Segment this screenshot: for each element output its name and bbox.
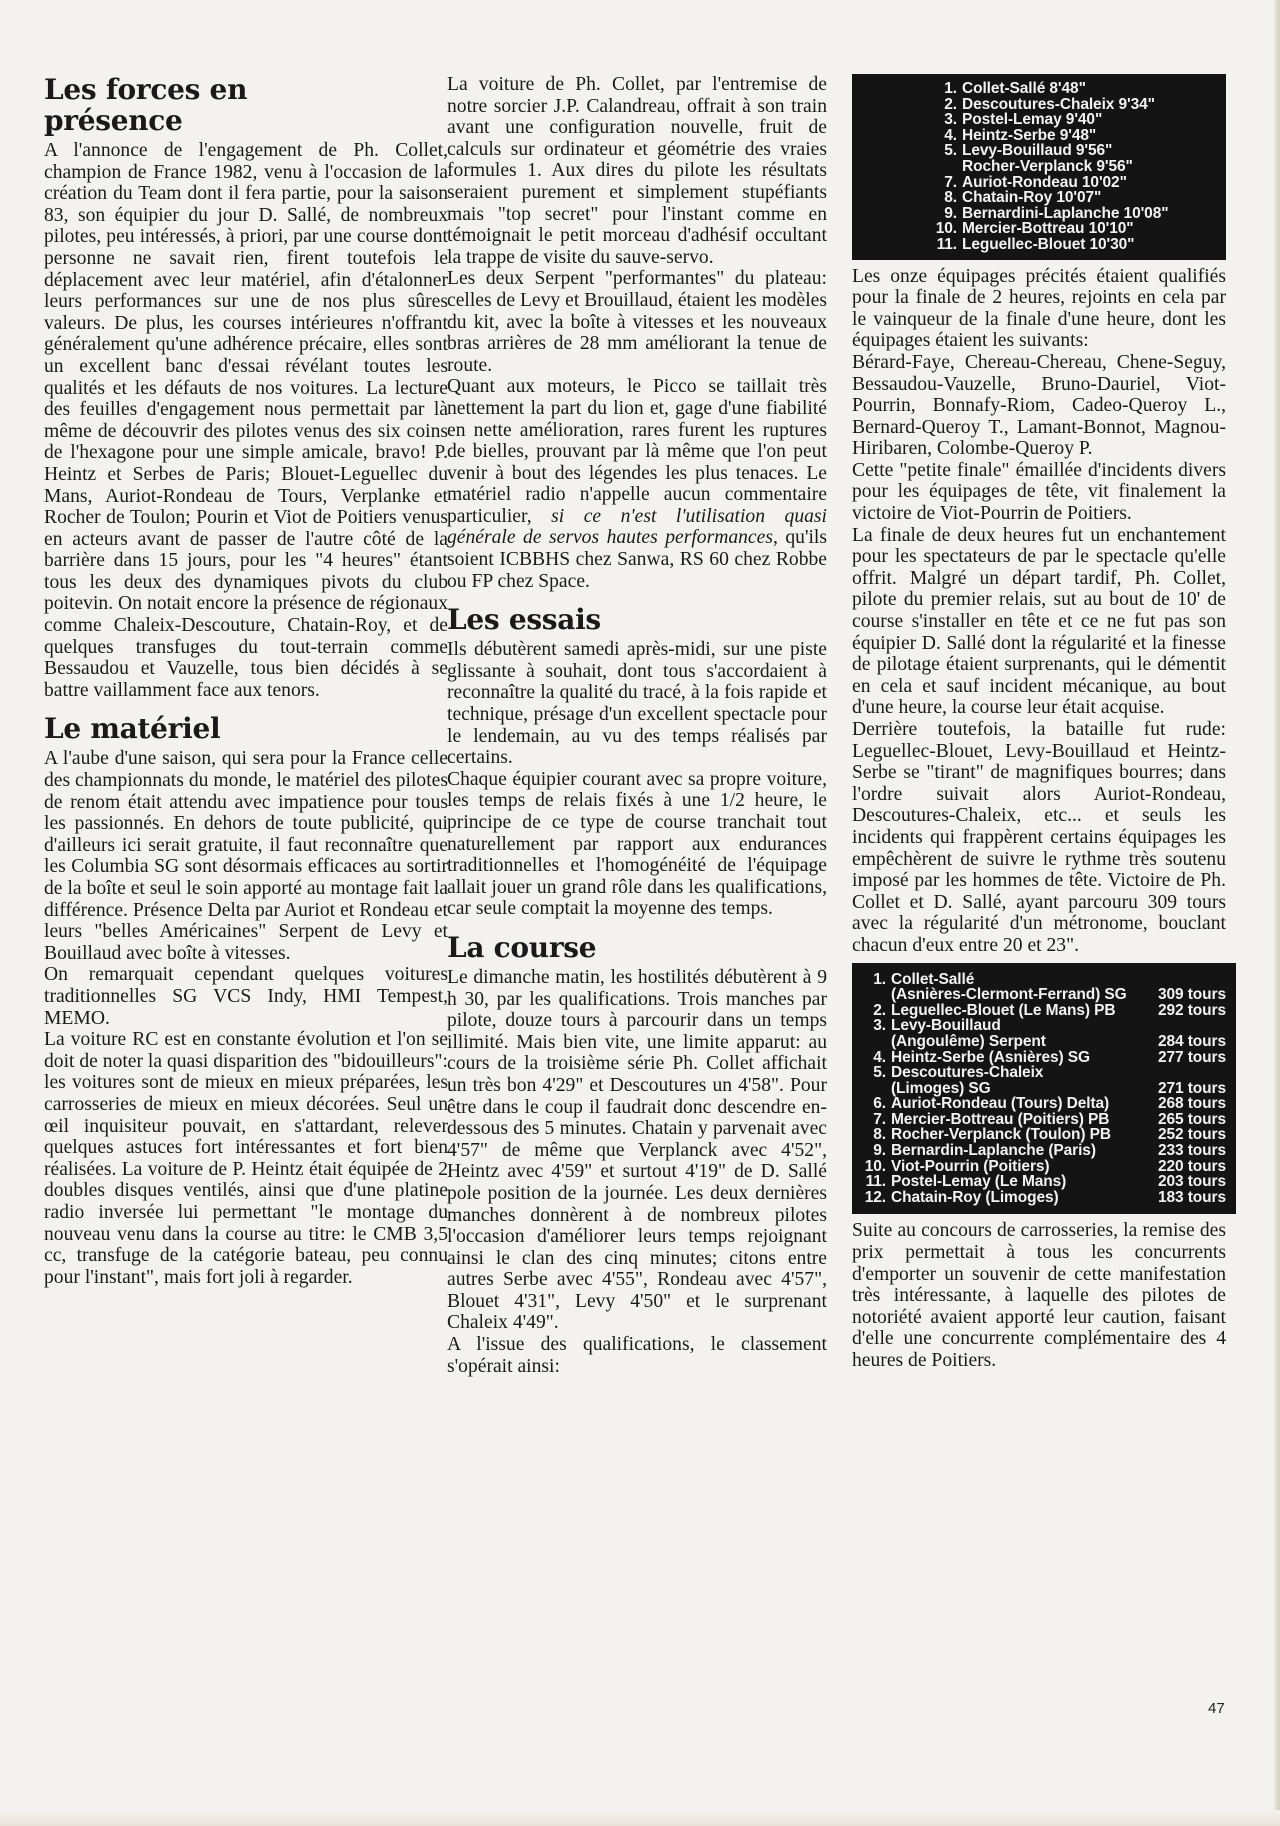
final-rank: 8. xyxy=(873,1126,886,1144)
final-team: (Limoges) SG xyxy=(891,1079,991,1097)
qualification-rank: 7. xyxy=(944,173,957,191)
final-laps: 277 tours xyxy=(1157,1048,1226,1066)
paragraph-materiel-1: A l'aube d'une saison, qui sera pour la France celle des championnats du monde, le matériel des pilotes de renom était attendu avec impatience pour tous les passionnés. En dehors de toute publicité, qui d'ailleurs ici serait gratuite, il faut reconnaître que les Columbia SG sont désormais efficaces au sortir de la boîte et seul le soin apporté au montage fait la différence. Présence Delta par Auriot et Rondeau et leurs "belles Américaines" Serpent de Levy et Bouillaud avec boîte à vitesses. xyxy=(44,748,448,964)
final-result-row xyxy=(852,1143,1226,1159)
final-laps: 233 tours xyxy=(1157,1142,1226,1160)
qualification-entry: Descoutures-Chaleix 9'34" xyxy=(962,95,1155,113)
final-rank xyxy=(852,987,891,1003)
final-laps: 265 tours xyxy=(1157,1110,1226,1128)
page-bottom-edge xyxy=(0,1810,1280,1826)
qualification-entry: Collet-Sallé 8'48" xyxy=(962,80,1086,97)
paragraph-liste-equipages: Bérard-Faye, Chereau-Chereau, Chene-Seguy, Bessaudou-Vauzelle, Bruno-Dauriel, Viot-Pourrin, Bonnafy-Riom, Cadeo-Queroy L., Bernard-Queroy T., Lamant-Bonnot, Magnou-Hiribaren, Colombe-Queroy P. xyxy=(852,351,1226,460)
qualification-row xyxy=(852,97,1218,113)
final-laps: 292 tours xyxy=(1157,1001,1226,1019)
final-laps: 220 tours xyxy=(1157,1157,1226,1175)
qualification-rank: 5. xyxy=(944,142,957,160)
final-rank xyxy=(852,1081,891,1097)
paragraph-moteurs-text-b: qu'ils soient ICBBHS chez Sanwa, RS 60 chez Robbe ou FP chez Space. xyxy=(447,527,827,592)
final-rank: 9. xyxy=(873,1142,886,1160)
paragraph-suite-concours: Suite au concours de carrosseries, la remise des prix permettait à tous les concurrents d'emporter un souvenir de cette manifestation très intéressante, à laquelle des pilotes de notoriété avaient apporté leur caution, faisant d'elle une concurrente complémentaire des 4 heures de Poitiers. xyxy=(852,1220,1226,1371)
qualification-row xyxy=(852,221,1218,237)
qualification-rank: 3. xyxy=(944,111,957,129)
qualification-rank xyxy=(852,159,962,175)
final-result-row xyxy=(852,1190,1226,1206)
qualification-entry: Bernardini-Laplanche 10'08" xyxy=(962,204,1169,222)
final-result-row xyxy=(852,1112,1226,1128)
heading-le-materiel: Le matériel xyxy=(44,712,221,746)
qualification-row xyxy=(852,159,1218,175)
final-team: Auriot-Rondeau (Tours) Delta) xyxy=(891,1095,1110,1113)
qualification-row xyxy=(852,128,1218,144)
paragraph-moteurs-italic: si ce n'est l'utilisation quasi générale de servos hautes performances, xyxy=(447,505,827,549)
final-rank: 3. xyxy=(873,1017,886,1035)
final-result-row xyxy=(852,987,1226,1003)
final-rank: 10. xyxy=(864,1157,886,1175)
final-team: Heintz-Serbe (Asnières) SG xyxy=(891,1048,1090,1066)
final-laps: 203 tours xyxy=(1157,1173,1226,1191)
final-results-box xyxy=(852,963,1236,1215)
qualification-rank: 9. xyxy=(944,204,957,222)
qualification-entry: Chatain-Roy 10'07" xyxy=(962,189,1102,207)
final-laps: 284 tours xyxy=(1157,1032,1226,1050)
paragraph-essais-1: Ils débutèrent samedi après-midi, sur une piste glissante à souhait, dont tous s'accordaient à reconnaître la qualité du tracé, à la fois rapide et technique, présage d'un excellent spectacle pour le lendemain, au vu des temps réalisés par certains. xyxy=(447,639,827,769)
final-result-row xyxy=(852,1018,1226,1034)
qualification-entry: Rocher-Verplanck 9'56" xyxy=(962,157,1133,175)
final-team: Collet-Sallé xyxy=(891,970,975,988)
paragraph-materiel-2: On remarquait cependant quelques voitures traditionnelles SG VCS Indy, HMI Tempest, MEMO. xyxy=(44,964,448,1029)
final-laps xyxy=(1154,1065,1226,1081)
heading-la-course: La course xyxy=(447,930,597,964)
final-team: (Angoulême) Serpent xyxy=(891,1032,1046,1050)
final-laps xyxy=(1154,972,1226,988)
final-rank: 5. xyxy=(873,1064,886,1082)
heading-les-essais: Les essais xyxy=(447,603,601,637)
final-rank: 7. xyxy=(873,1110,886,1128)
final-laps: 268 tours xyxy=(1157,1095,1226,1113)
final-laps xyxy=(1154,1018,1226,1034)
final-rank: 4. xyxy=(873,1048,886,1066)
final-team: Rocher-Verplanck (Toulon) PB xyxy=(891,1126,1111,1144)
paragraph-onze-equipages: Les onze équipages précités étaient qualifiés pour la finale de 2 heures, rejoints en cela par le vainqueur de la finale d'une heure, dont les équipages étaient les suivants: xyxy=(852,265,1226,352)
qualification-row xyxy=(852,190,1218,206)
final-rank xyxy=(852,1034,891,1050)
paragraph-finale: La finale de deux heures fut un enchantement pour les spectateurs de par le spectacle qu'elle offrit. Malgré un départ tardif, Ph. Collet, pilote du premier relais, sut au bout de 10' de course s'installer en tête et ce ne fut pas son équipier D. Sallé dont la régularité et la finesse de pilotage étaient surprenants, qui le démentit en cela et sauf incident mécanique, au bout d'une heure, la course leur était acquise. xyxy=(852,524,1226,719)
final-team: Postel-Lemay (Le Mans) xyxy=(891,1173,1067,1191)
heading-forces-en-presence: Les forces en présence xyxy=(44,73,248,137)
qualification-row xyxy=(852,112,1218,128)
paragraph-forces: A l'annonce de l'engagement de Ph. Collet, champion de France 1982, venu à l'occasion de la création du Team dont il fera partie, pour la saison 83, son équipier du jour D. Sallé, de nombreux pilotes, peu intéressés, à priori, par une course dont personne ne savait rien, firent toutefois le déplacement avec leur matériel, afin d'étalonner leurs performances sur une de nos plus sûres valeurs. De plus, les courses intérieures n'offrant généralement qu'une adhérence précaire, elles sont un excellent banc d'essai révélant toutes les qualités et les défauts de nos voitures. La lecture des feuilles d'engagement nous permettait par là même de découvrir des pilotes venus des six coins de l'hexagone pour une simple amicale, bravo! P. Heintz et Serbes de Paris; Blouet-Leguellec du Mans, Auriot-Rondeau de Tours, Verplanke et Rocher de Toulon; Pourin et Viot de Poitiers venus en acteurs avant de passer de l'autre côté de la barrière dans 15 jours, pour les "4 heures" étant tous les deux des dynamiques pivots du club poitevin. On notait encore la présence de régionaux comme Chaleix-Descouture, Chatain-Roy, et de quelques transfuges du tout-terrain comme Bessaudou et Vauzelle, tous bien décidés à se battre vaillamment face aux tenors. xyxy=(44,140,448,701)
qualification-entry: Leguellec-Blouet 10'30" xyxy=(962,235,1135,253)
paragraph-essais-2: Chaque équipier courant avec sa propre voiture, les temps de relais fixés à une 1/2 heure, le principe de ce type de course tranchait tout naturellement par rapport aux endurances traditionnelles et l'homogénéité de l'équipage allait jouer un grand rôle dans les qualifications, car seule comptait la moyenne des temps. xyxy=(447,768,827,920)
column-1 xyxy=(44,74,448,1288)
paragraph-course-1: Le dimanche matin, les hostilités débutèrent à 9 h 30, par les qualifications. Trois manches par pilote, douze tours à parcourir dans un temps illimité. Mais bien vite, une limite apparut: au cours de la troisième série Ph. Collet affichait un très bon 4'29" et Descoutures un 4'58". Pour être dans le coup il faudrait donc descendre en-dessous des 5 minutes. Chatain y parvenait avec 4'57" de même que Verplanck avec 4'52", Heintz avec 4'59" et surtout 4'19" de D. Sallé pole position de la journée. Les deux dernières manches donnèrent à de nombreux pilotes l'occasion d'améliorer leurs temps rejoignant ainsi le clan des cinq minutes; citons entre autres Serbe avec 4'55", Rondeau avec 4'57", Blouet 4'31", Levy 4'50" et le surprenant Chaleix 4'49". xyxy=(447,966,827,1334)
final-team: Mercier-Bottreau (Poitiers) PB xyxy=(891,1110,1110,1128)
paragraph-moteurs-text-a: Quant aux moteurs, le Picco se taillait très nettement la part du lion et, gage d'une fiabilité en nette amélioration, rares furent les ruptures de bielles, prouvant par là même que l'on peut venir à bout des légendes les plus tenaces. Le matériel radio n'appelle aucun commentaire particulier, xyxy=(447,376,827,527)
final-result-row xyxy=(852,972,1226,988)
final-laps: 252 tours xyxy=(1157,1126,1226,1144)
qualification-row xyxy=(852,237,1218,253)
final-rank: 1. xyxy=(873,970,886,988)
column-3 xyxy=(852,74,1226,1372)
qualification-entry: Heintz-Serbe 9'48" xyxy=(962,126,1097,144)
final-result-row xyxy=(852,1003,1226,1019)
final-rank: 6. xyxy=(873,1095,886,1113)
page-number: 47 xyxy=(1208,1700,1225,1717)
qualification-row xyxy=(852,175,1218,191)
final-result-row xyxy=(852,1127,1226,1143)
paragraph-serpent: Les deux Serpent "performantes" du plateau: celles de Levy et Brouillaud, étaient les modèles du kit, avec la boîte à vitesses et les nouveaux bras arrières de 28 mm améliorant la tenue de route. xyxy=(447,268,827,376)
qualification-row xyxy=(852,206,1218,222)
final-laps: 271 tours xyxy=(1157,1079,1226,1097)
qualification-rank: 8. xyxy=(944,189,957,207)
final-team: Chatain-Roy (Limoges) xyxy=(891,1188,1059,1206)
final-laps: 183 tours xyxy=(1157,1188,1226,1206)
qualification-row xyxy=(852,81,1218,97)
final-team: Viot-Pourrin (Poitiers) xyxy=(891,1157,1050,1175)
final-rank: 12. xyxy=(864,1188,886,1206)
final-result-row xyxy=(852,1081,1226,1097)
final-team: Bernardin-Laplanche (Paris) xyxy=(891,1142,1096,1160)
final-team: Leguellec-Blouet (Le Mans) PB xyxy=(891,1001,1116,1019)
final-team: (Asnières-Clermont-Ferrand) SG xyxy=(891,986,1127,1004)
final-result-row xyxy=(852,1050,1226,1066)
qualification-entry: Mercier-Bottreau 10'10" xyxy=(962,220,1134,238)
qualification-rank: 10. xyxy=(935,220,957,238)
qualification-results-box xyxy=(852,74,1226,260)
qualification-entry: Postel-Lemay 9'40" xyxy=(962,111,1103,129)
final-rank: 2. xyxy=(873,1001,886,1019)
paragraph-petite-finale: Cette "petite finale" émaillée d'incidents divers pour les équipages de tête, vit finalement la victoire de Viot-Pourrin de Poitiers. xyxy=(852,459,1226,525)
paragraph-derriere: Derrière toutefois, la bataille fut rude: Leguellec-Blouet, Levy-Bouillaud et Heintz-Serbe se "tirant" de magnifiques bourres; dans l'ordre suivait alors Auriot-Rondeau, Descoutures-Chaleix, etc... et seuls les incidents qui frappèrent certains équipages les empêchèrent de suivre le rythme très soutenu imposé par les hommes de tête. Victoire de Ph. Collet et D. Sallé, ayant parcouru 309 tours avec la régularité d'un métronome, bouclant chacun d'eux entre 20 et 23". xyxy=(852,719,1226,956)
final-result-row xyxy=(852,1096,1226,1112)
final-team: Descoutures-Chaleix xyxy=(891,1064,1044,1082)
qualification-rank: 1. xyxy=(944,80,957,97)
qualification-rank: 2. xyxy=(944,95,957,113)
final-result-row xyxy=(852,1174,1226,1190)
final-result-row xyxy=(852,1159,1226,1175)
final-result-row xyxy=(852,1065,1226,1081)
paragraph-moteurs xyxy=(447,376,827,592)
paragraph-collet-voiture: La voiture de Ph. Collet, par l'entremise de notre sorcier J.P. Calandreau, offrait à son train avant une configuration nouvelle, fruit de calculs sur ordinateur et géométrie des vraies formules 1. Aux dires du pilote les résultats seraient purement et simplement stupéfiants mais "top secret" pour l'instant comme en témoignait le petit morceau d'adhésif occultant la trappe de visite du sauve-servo. xyxy=(447,74,827,268)
final-team: Levy-Bouillaud xyxy=(891,1017,1001,1035)
final-rank: 11. xyxy=(865,1173,886,1191)
paragraph-course-2: A l'issue des qualifications, le classement s'opérait ainsi: xyxy=(447,1334,827,1377)
qualification-row xyxy=(852,143,1218,159)
qualification-rank: 4. xyxy=(944,126,957,144)
final-laps: 309 tours xyxy=(1157,986,1226,1004)
qualification-rank: 11. xyxy=(936,235,957,253)
page-edge xyxy=(1274,0,1280,1826)
column-2 xyxy=(447,74,827,1377)
qualification-entry: Levy-Bouillaud 9'56" xyxy=(962,142,1113,160)
final-result-row xyxy=(852,1034,1226,1050)
qualification-entry: Auriot-Rondeau 10'02" xyxy=(962,173,1127,191)
paragraph-materiel-3: La voiture RC est en constante évolution et l'on se doit de noter la quasi disparition des "bidouilleurs": les voitures sont de mieux en mieux préparées, les carrosseries de mieux en mieux décorées. Seul un œil inquisiteur pouvait, en s'attardant, relever quelques astuces fort intéressantes et fort bien réalisées. La voiture de P. Heintz était équipée de 2 doubles disques ventilés, ainsi que d'une platine radio inversée lui permettant "le montage du nouveau venu dans la course au titre: le CMB 3,5 cc, transfuge de la catégorie bateau, peu connu pour l'instant", mais fort joli à regarder. xyxy=(44,1029,448,1288)
